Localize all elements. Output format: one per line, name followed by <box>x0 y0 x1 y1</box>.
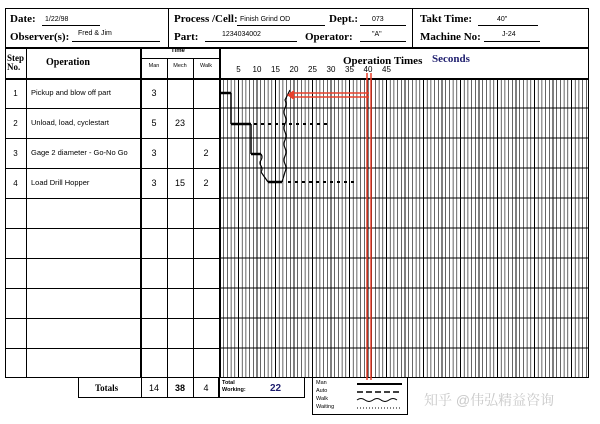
date-value: 1/22/98 <box>45 16 69 23</box>
axis-tick-label: 15 <box>271 65 280 74</box>
totals-mech: 38 <box>174 383 185 393</box>
seconds-label: Seconds <box>432 53 470 65</box>
part-label: Part: <box>174 31 199 43</box>
legend-samples <box>312 378 408 415</box>
walk-back <box>282 90 290 182</box>
axis-tick-label: 40 <box>363 65 373 74</box>
takt-time-line <box>287 73 371 380</box>
operator-value: "A" <box>372 31 382 38</box>
walk-header: Walk <box>199 63 213 69</box>
axis-tick-label: 45 <box>382 65 391 74</box>
operation-name: Unload, load, cyclestart <box>31 118 109 127</box>
axis-tick-label: 20 <box>289 65 299 74</box>
totals-label: Totals <box>95 383 119 393</box>
takt-time-value: 40" <box>497 16 508 23</box>
axis-tick-label: 5 <box>236 65 241 74</box>
step-no-header: Step No. <box>7 53 25 72</box>
totals-walk: 4 <box>203 383 209 393</box>
axis-tick-label: 10 <box>252 65 262 74</box>
walk-time: 2 <box>203 178 209 188</box>
step-number: 2 <box>13 119 18 128</box>
process-value: Finish Grind OD <box>240 16 291 23</box>
part-value: 1234034002 <box>222 31 261 38</box>
legend-label: Auto <box>316 388 328 394</box>
step-number: 1 <box>13 89 18 98</box>
legend-label: Walk <box>316 396 329 402</box>
legend-label: Man <box>316 380 327 386</box>
step-number: 3 <box>13 149 18 158</box>
takt-time-label: Takt Time: <box>420 13 473 25</box>
totals-man: 14 <box>148 383 159 393</box>
operator-label: Operator: <box>305 31 353 43</box>
process-label: Process /Cell: <box>174 13 238 25</box>
dept-label: Dept.: <box>329 13 359 25</box>
watermark: 知乎 @伟弘精益咨询 <box>424 392 555 408</box>
dept-value: 073 <box>372 16 384 23</box>
observer-value: Fred & Jim <box>78 30 112 37</box>
mech-header: Mech <box>173 63 187 69</box>
legend-walk-line <box>357 399 397 402</box>
man-time: 3 <box>151 88 157 98</box>
time-header: Time <box>171 48 185 54</box>
legend-label: Waiting <box>316 404 335 410</box>
man-time: 3 <box>151 148 157 158</box>
axis-tick-label: 35 <box>345 65 354 74</box>
total-working-label: Total Working: <box>222 380 246 393</box>
walk-step-3 <box>260 154 268 182</box>
axis-tick-label: 25 <box>308 65 317 74</box>
man-time: 3 <box>151 178 157 188</box>
man-header: Man <box>148 63 160 69</box>
man-time: 5 <box>151 118 157 128</box>
operation-name: Load Drill Hopper <box>31 178 90 187</box>
operation-times-title: Operation Times <box>343 55 423 67</box>
mech-time: 15 <box>174 178 185 188</box>
operation-name: Pickup and blow off part <box>31 88 111 97</box>
date-label: Date: <box>10 13 36 25</box>
mech-time: 23 <box>174 118 185 128</box>
operation-name: Gage 2 diameter - Go-No Go <box>31 148 128 157</box>
observer-label: Observer(s): <box>10 31 70 43</box>
operation-header: Operation <box>46 57 90 68</box>
step-number: 4 <box>13 179 18 188</box>
total-working-value: 22 <box>270 383 282 394</box>
walk-time: 2 <box>203 148 209 158</box>
axis-tick-label: 30 <box>326 65 336 74</box>
machine-no-value: J-24 <box>502 31 516 38</box>
machine-no-label: Machine No: <box>420 31 481 43</box>
